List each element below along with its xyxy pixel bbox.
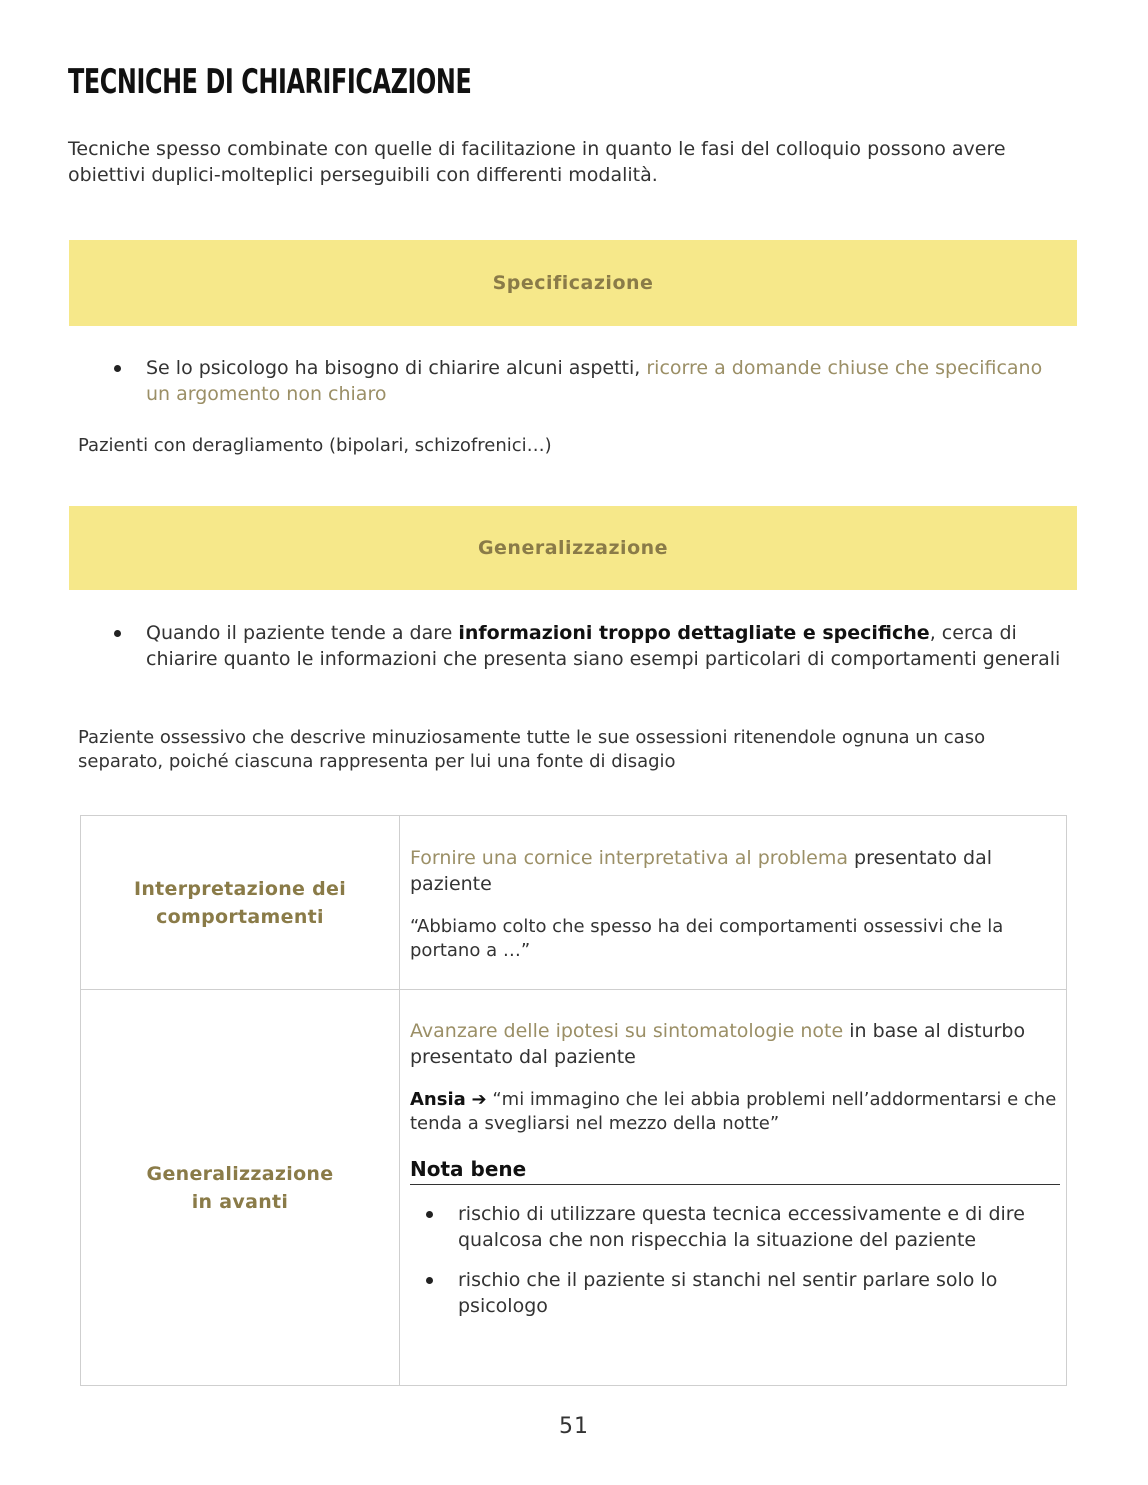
bullet-text: Quando il paziente tende a dare bbox=[146, 622, 459, 644]
label-line: comportamenti bbox=[156, 905, 324, 928]
list-item bbox=[110, 620, 1070, 672]
page-title: TECNICHE DI CHIARIFICAZIONE bbox=[68, 62, 472, 102]
content-highlight: Avanzare delle ipotesi su sintomatologie note bbox=[410, 1020, 844, 1042]
content-example bbox=[410, 1088, 1060, 1136]
label-line: in avanti bbox=[191, 1190, 289, 1213]
list-item: rischio che il paziente si stanchi nel sentir parlare solo lo psicologo bbox=[410, 1267, 1060, 1319]
arrow-right-icon: ➔ bbox=[471, 1089, 487, 1110]
table-row-label bbox=[81, 816, 400, 989]
content-text: in base al disturbo presentato dal paziente bbox=[410, 1020, 1026, 1068]
section-heading-specificazione bbox=[69, 240, 1077, 326]
section-heading-label: Specificazione bbox=[492, 272, 654, 294]
content-highlight: Fornire una cornice interpretativa al problema bbox=[410, 847, 848, 869]
example-quote: “mi immagino che lei abbia problemi nell’addormentarsi e che tenda a svegliarsi nel mezzo della notte” bbox=[410, 1089, 1057, 1134]
list-item: rischio di utilizzare questa tecnica eccessivamente e di dire qualcosa che non rispecchia la situazione del paziente bbox=[410, 1201, 1060, 1253]
content-quote: “Abbiamo colto che spesso ha dei comportamenti ossessivi che la portano a …” bbox=[410, 916, 1004, 961]
label-line: Interpretazione dei bbox=[133, 877, 347, 900]
bullet-text: Se lo psicologo ha bisogno di chiarire alcuni aspetti, bbox=[146, 357, 647, 379]
techniques-table bbox=[80, 815, 1067, 1386]
generalizzazione-bullet-list bbox=[110, 620, 1070, 672]
generalizzazione-example: Paziente ossessivo che descrive minuziosamente tutte le sue ossessioni ritenendole ognuna un caso separato, poiché ciascuna rappresenta per lui una fonte di disagio bbox=[78, 727, 986, 772]
label-line: Generalizzazione bbox=[146, 1162, 334, 1185]
bullet-text-tail: , cerca di chiarire quanto le informazioni che presenta siano esempi particolari di comportamenti generali bbox=[146, 622, 1061, 670]
table-row-content bbox=[410, 845, 1060, 963]
specificazione-example: Pazienti con deragliamento (bipolari, schizofrenici…) bbox=[78, 435, 552, 456]
intro-paragraph: Tecniche spesso combinate con quelle di facilitazione in quanto le fasi del colloquio possono avere obiettivi duplici-molteplici perseguibili con differenti modalità. bbox=[68, 138, 1006, 186]
section-heading-label: Generalizzazione bbox=[477, 537, 669, 559]
bullet-bold: informazioni troppo dettagliate e specifiche bbox=[458, 622, 930, 644]
table-row-content bbox=[410, 1018, 1060, 1333]
nota-bene-heading: Nota bene bbox=[410, 1156, 1060, 1185]
table-row-label bbox=[81, 990, 400, 1385]
content-text: presentato dal paziente bbox=[410, 847, 993, 895]
table-row bbox=[81, 990, 1066, 1385]
list-item bbox=[110, 355, 1070, 407]
specificazione-bullet-list bbox=[110, 355, 1070, 407]
bullet-highlight: ricorre a domande chiuse che specificano un argomento non chiaro bbox=[146, 357, 1043, 405]
nota-bene-list bbox=[410, 1201, 1060, 1319]
example-label: Ansia bbox=[410, 1089, 466, 1110]
page-number: 51 bbox=[559, 1414, 589, 1439]
table-row bbox=[81, 816, 1066, 990]
section-heading-generalizzazione bbox=[69, 506, 1077, 590]
